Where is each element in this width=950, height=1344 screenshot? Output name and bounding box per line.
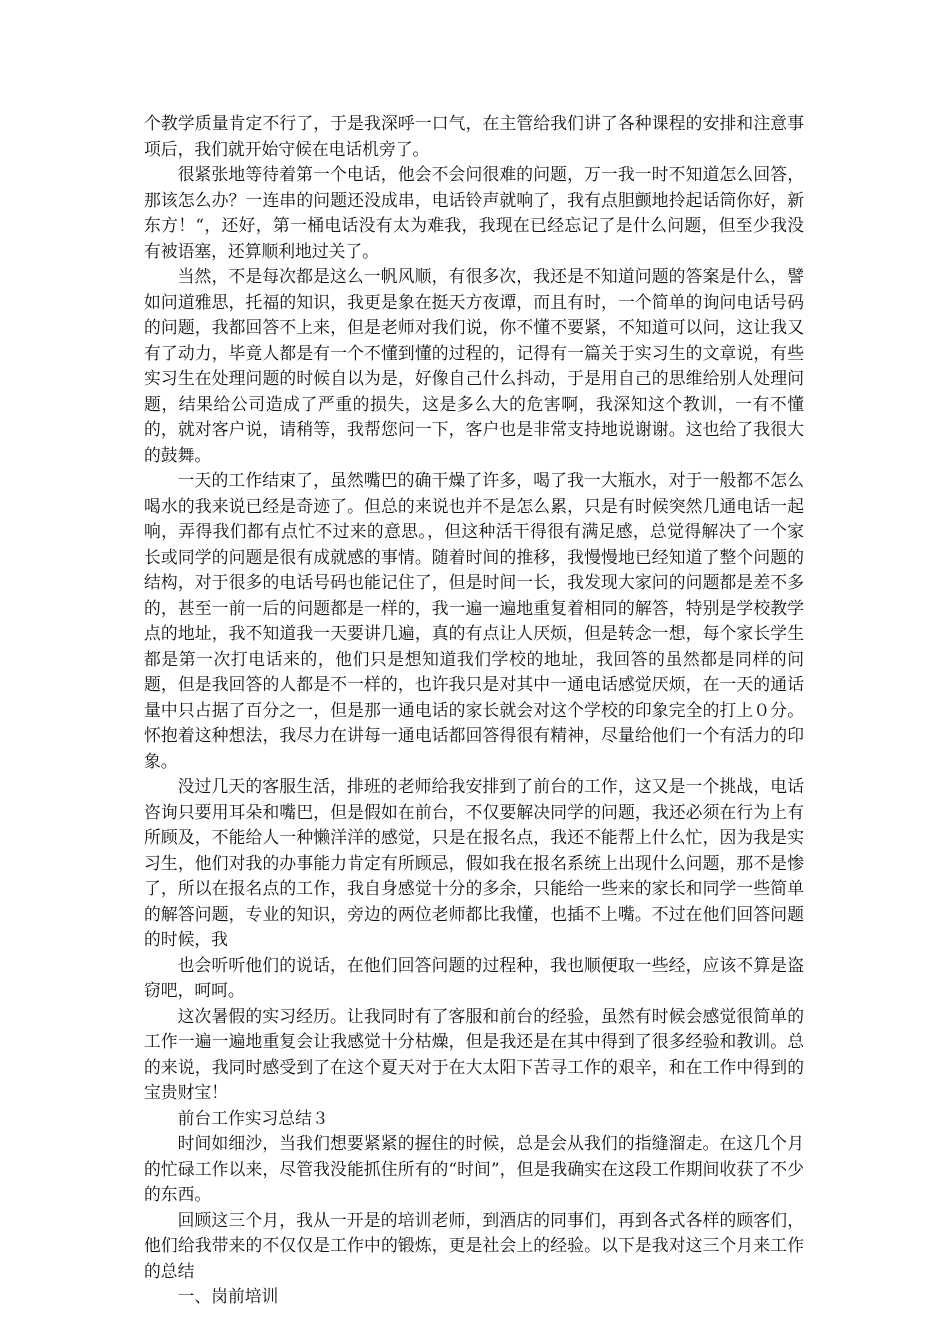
paragraph: 没过几天的客服生活，排班的老师给我安排到了前台的工作，这又是一个挑战，电话咨询只要用耳朵和嘴巴，但是假如在前台，不仅要解决同学的问题，我还必须在行为上有所顾及，不能给人一种懒洋洋的感觉，只是在报名点，我还不能帮上什么忙，因为我是实习生，他们对我的办事能力肯定有所顾忌，假如我在报名系统上出现什么问题，那不是惨了，所以在报名点的工作，我自身感觉十分的多余，只能给一些来的家长和同学一些简单的解答问题，专业的知识，旁边的两位老师都比我懂，也插不上嘴。不过在他们回答问题的时候，我 [144, 776, 804, 949]
paragraph: 也会听听他们的说话，在他们回答问题的过程种，我也顺便取一些经，应该不算是盗窃吧，呵呵。 [144, 954, 804, 1000]
section-title: 前台工作实习总结３ [177, 1107, 329, 1128]
paragraph: 很紧张地等待着第一个电话，他会不会问很难的问题，万一我一时不知道怎么回答，那该怎么办？一连串的问题还没成串，电话铃声就响了，我有点胆颤地拎起话筒你好，新东方！“，还好，第一桶电话没有太为难我，我现在已经忘记了是什么问题，但至少我没有被语塞，还算顺利地过关了。 [144, 164, 804, 261]
paragraph: 时间如细沙，当我们想要紧紧的握住的时候，总是会从我们的指缝溜走。在这几个月的忙碌工作以来，尽管我没能抓住所有的“时间”，但是我确实在这段工作期间收获了不少的东西。 [144, 1133, 804, 1204]
paragraph: 当然，不是每次都是这么一帆风顺，有很多次，我还是不知道问题的答案是什么，譬如问道雅思，托福的知识，我更是象在挺天方夜谭，而且有时，一个简单的询问电话号码的问题，我都回答不上来，但是老师对我们说，你不懂不要紧，不知道可以问，这让我又有了动力，毕竟人都是有一个不懂到懂的过程的，记得有一篇关于实习生的文章说，有些实习生在处理问题的时候自以为是，好像自己什么抖动，于是用自己的思维给别人处理问题，结果给公司造成了严重的损失，这是多么大的危害啊，我深知这个教训，一有不懂的，就对客户说，请稍等，我帮您问一下，客户也是非常支持地说谢谢。这也给了我很大的鼓舞。 [144, 266, 804, 465]
paragraph: 一天的工作结束了，虽然嘴巴的确干燥了许多，喝了我一大瓶水，对于一般都不怎么喝水的我来说已经是奇迹了。但总的来说也并不是怎么累，只是有时候突然几通电话一起响，弄得我们都有点忙不过来的意思。，但这种活干得很有满足感，总觉得解决了一个家长或同学的问题是很有成就感的事情。随着时间的推移，我慢慢地已经知道了整个问题的结构，对于很多的电话号码也能记住了，但是时间一长，我发现大家问的问题都是差不多的，甚至一前一后的问题都是一样的，我一遍一遍地重复着相同的解答，特别是学校教学点的地址，我不知道我一天要讲几遍，真的有点让人厌烦，但是转念一想，每个家长学生都是第一次打电话来的，他们只是想知道我们学校的地址，我回答的虽然都是同样的问题，但是我回答的人都是不一样的，也许我只是对其中一通电话感觉厌烦，在一天的通话量中只占据了百分之一，但是那一通电话的家长就会对这个学校的印象完全的打上０分。怀抱着这种想法，我尽力在讲每一通电话都回答得很有精神，尽量给他们一个有活力的印象。 [144, 470, 804, 771]
document-page [144, 111, 804, 1310]
paragraph: 这次暑假的实习经历。让我同时有了客服和前台的经验，虽然有时候会感觉很简单的工作一遍一遍地重复会让我感觉十分枯燥，但是我还是在其中得到了很多经验和教训。总的来说，我同时感受到了在这个夏天对于在大太阳下苦寻工作的艰辛，和在工作中得到的宝贵财宝！ [144, 1005, 804, 1102]
section-heading: 一、岗前培训 [177, 1286, 279, 1306]
paragraph: 回顾这三个月，我从一开是的培训老师，到酒店的同事们，再到各式各样的顾客们，他们给我带来的不仅仅是工作中的锻炼，更是社会上的经验。以下是我对这三个月来工作的总结 [144, 1209, 804, 1281]
paragraph: 个教学质量肯定不行了，于是我深呼一口气，在主管给我们讲了各种课程的安排和注意事项后，我们就开始守候在电话机旁了。 [144, 113, 804, 159]
